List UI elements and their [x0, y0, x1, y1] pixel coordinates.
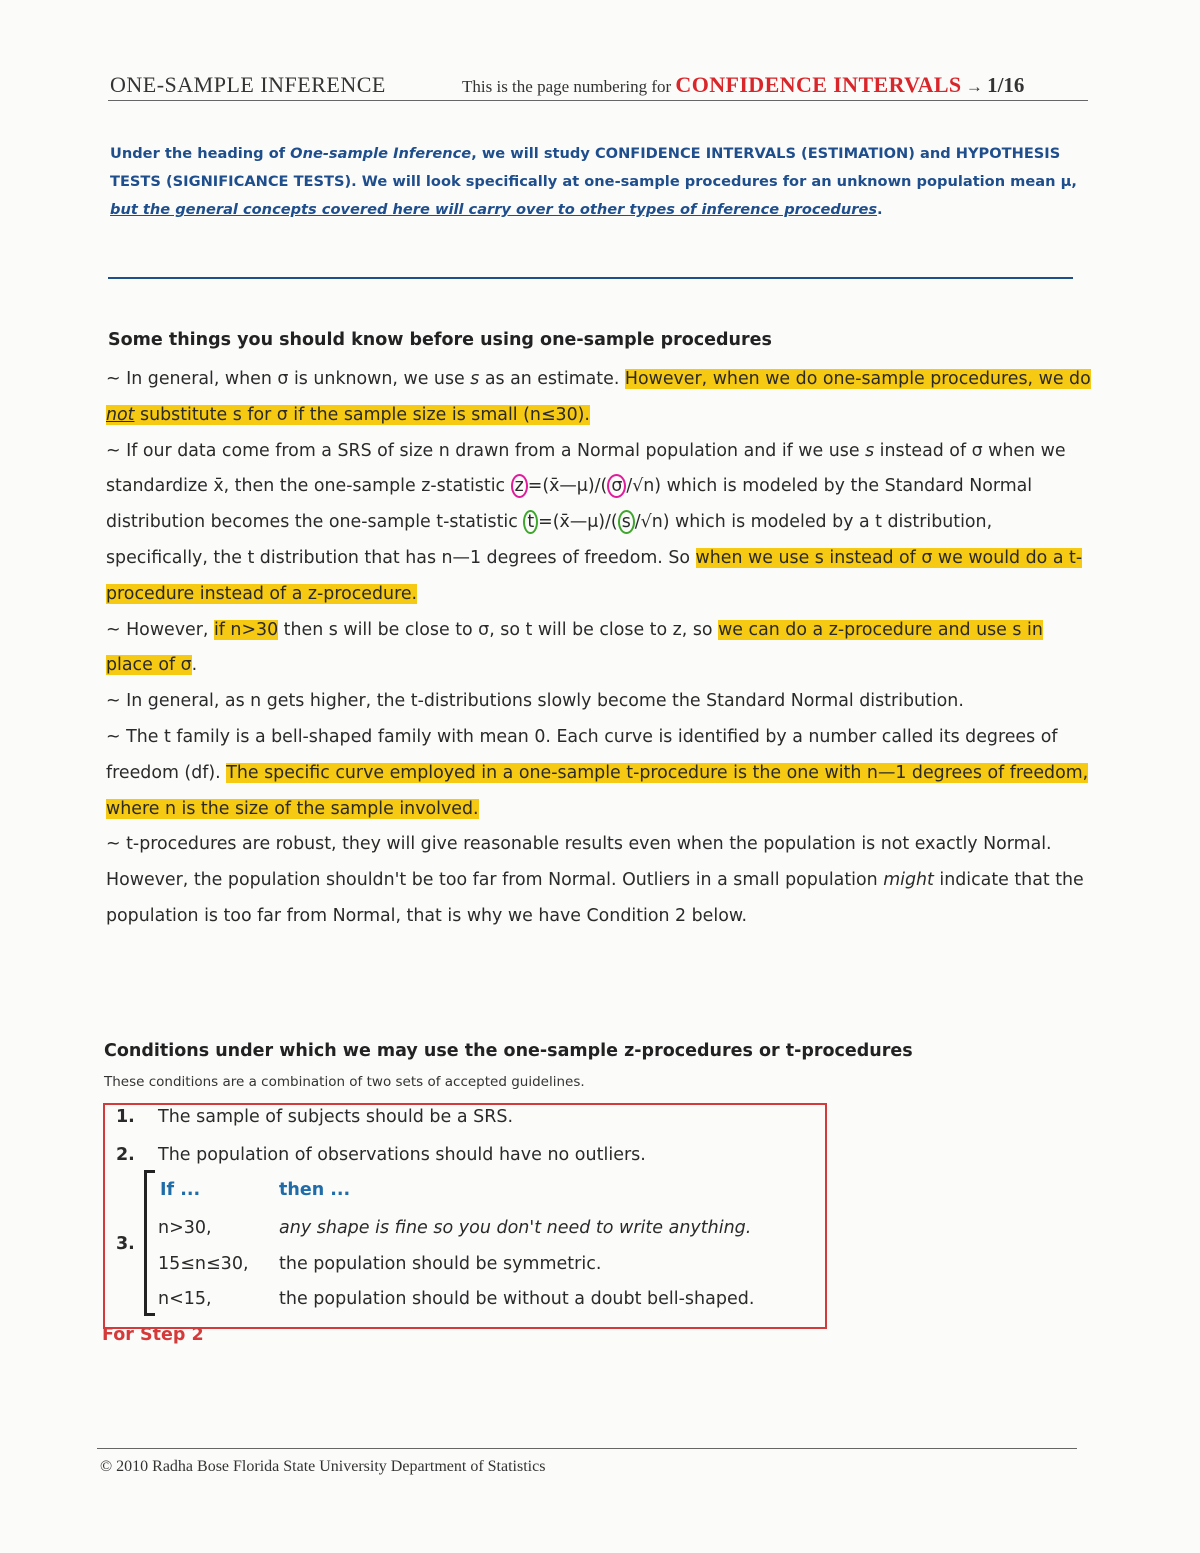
numbering-prefix: This is the page numbering for	[462, 77, 676, 96]
page-number: 1/16	[987, 73, 1025, 97]
text: then s will be close to σ, so t will be close to z, so	[278, 619, 719, 640]
rule-result: any shape is fine so you don't need to write anything.	[279, 1218, 752, 1238]
page-numbering	[462, 72, 1024, 98]
copyright-footer: © 2010 Radha Bose Florida State University Department of Statistics	[100, 1458, 546, 1475]
text: /√n) which is modeled by the Standard Normal distribution becomes the one-sample t-statistic	[106, 476, 1033, 533]
bullet-paragraph	[106, 434, 1091, 613]
brace-bracket	[144, 1170, 155, 1316]
text-italic: not	[106, 404, 135, 425]
text: =(x̄—μ)/(	[538, 512, 618, 533]
text: substitute s for σ if the sample size is small (n≤30).	[134, 404, 590, 425]
text: /√n) which is modeled by a t distribution, specifically, the t distribution that has n—1 degrees of freedom. So	[106, 512, 993, 568]
bullet-paragraph	[106, 720, 1091, 827]
highlight: we can do a z-procedure and use s in place of σ	[106, 619, 1043, 676]
text: However, when we do one-sample procedures, we do	[624, 369, 1091, 389]
text: ~ In general, when σ is unknown, we use	[106, 369, 471, 389]
rule-condition: n<15,	[158, 1289, 212, 1309]
condition-text: The sample of subjects should be a SRS.	[158, 1107, 514, 1127]
rule-condition: n>30,	[158, 1218, 212, 1238]
intro-text: , we will study CONFIDENCE INTERVALS (ESTIMATION) and HYPOTHESIS TESTS (SIGNIFICANCE TESTS). We will look specifically at one-sample procedures for an unknown population mean μ,	[110, 145, 1077, 190]
bullet-paragraph	[106, 613, 1091, 685]
footer-rule	[97, 1448, 1077, 1449]
text-italic: s	[865, 440, 875, 461]
section-heading: ONE-SAMPLE INFERENCE	[110, 72, 386, 97]
topic-title: CONFIDENCE INTERVALS	[675, 72, 962, 97]
intro-italic: One-sample Inference	[290, 145, 472, 162]
text: ~ If our data come from a SRS of size n drawn from a Normal population and if we use	[106, 440, 866, 461]
intro-paragraph	[110, 140, 1100, 224]
section-divider	[108, 277, 1073, 279]
circled-s: s	[618, 510, 635, 534]
text-italic: s	[470, 369, 480, 389]
text: ~ The t family is a bell-shaped family with mean 0. Each curve is identified by a number called its degrees of freedom (df).	[106, 726, 1058, 783]
circled-sigma: σ	[607, 474, 626, 498]
intro-underlined: but the general concepts covered here will carry over to other types of inference procedures	[110, 201, 878, 218]
if-header: If ...	[160, 1180, 201, 1200]
condition-number: 2.	[116, 1145, 135, 1165]
rule-condition: 15≤n≤30,	[158, 1254, 249, 1274]
text: instead of σ when we standardize x̄, then the one-sample z-statistic	[106, 440, 1066, 497]
circled-t: t	[523, 510, 538, 534]
section-body	[106, 362, 1091, 935]
condition-text: The population of observations should have no outliers.	[158, 1145, 646, 1165]
conditions-title: Conditions under which we may use the one-sample z-procedures or t-procedures	[104, 1041, 913, 1061]
highlight: if n>30	[213, 619, 279, 640]
intro-text: Under the heading of	[110, 145, 291, 162]
intro-text: .	[877, 201, 883, 218]
highlight: The specific curve employed in a one-sample t-procedure is the one with n—1 degrees of freedom, where n is the size of the sample involved.	[106, 762, 1089, 819]
rule-result: the population should be symmetric.	[279, 1254, 602, 1274]
section-title: Some things you should know before using one-sample procedures	[108, 330, 772, 350]
circled-z: z	[511, 474, 528, 498]
text: .	[191, 655, 198, 676]
text: ~ However,	[106, 619, 214, 640]
text: ~ t-procedures are robust, they will give reasonable results even when the population is not exactly Normal. However, the population shouldn't be too far from Normal. Outliers in a small population	[106, 834, 1052, 891]
bullet-paragraph	[106, 827, 1091, 934]
highlight: when we use s instead of σ we would do a t-procedure instead of a z-procedure.	[106, 547, 1083, 604]
condition-number: 1.	[116, 1107, 135, 1127]
condition-number: 3.	[116, 1234, 135, 1254]
text: as an estimate.	[479, 369, 625, 389]
bullet-paragraph: ~ In general, as n gets higher, the t-distributions slowly become the Standard Normal distribution.	[106, 691, 964, 712]
text: indicate that the population is too far from Normal, that is why we have Condition 2 below.	[106, 870, 1084, 926]
conditions-subtitle: These conditions are a combination of two sets of accepted guidelines.	[104, 1074, 585, 1090]
text: =(x̄—μ)/(	[527, 476, 608, 497]
bullet-paragraph	[106, 362, 1091, 434]
header-rule	[108, 100, 1088, 101]
then-header: then ...	[279, 1180, 351, 1200]
arrow-glyph: →	[961, 77, 988, 96]
rule-result: the population should be without a doubt bell-shaped.	[279, 1289, 755, 1309]
text-italic: might	[883, 870, 934, 891]
step-label: For Step 2	[102, 1325, 204, 1345]
